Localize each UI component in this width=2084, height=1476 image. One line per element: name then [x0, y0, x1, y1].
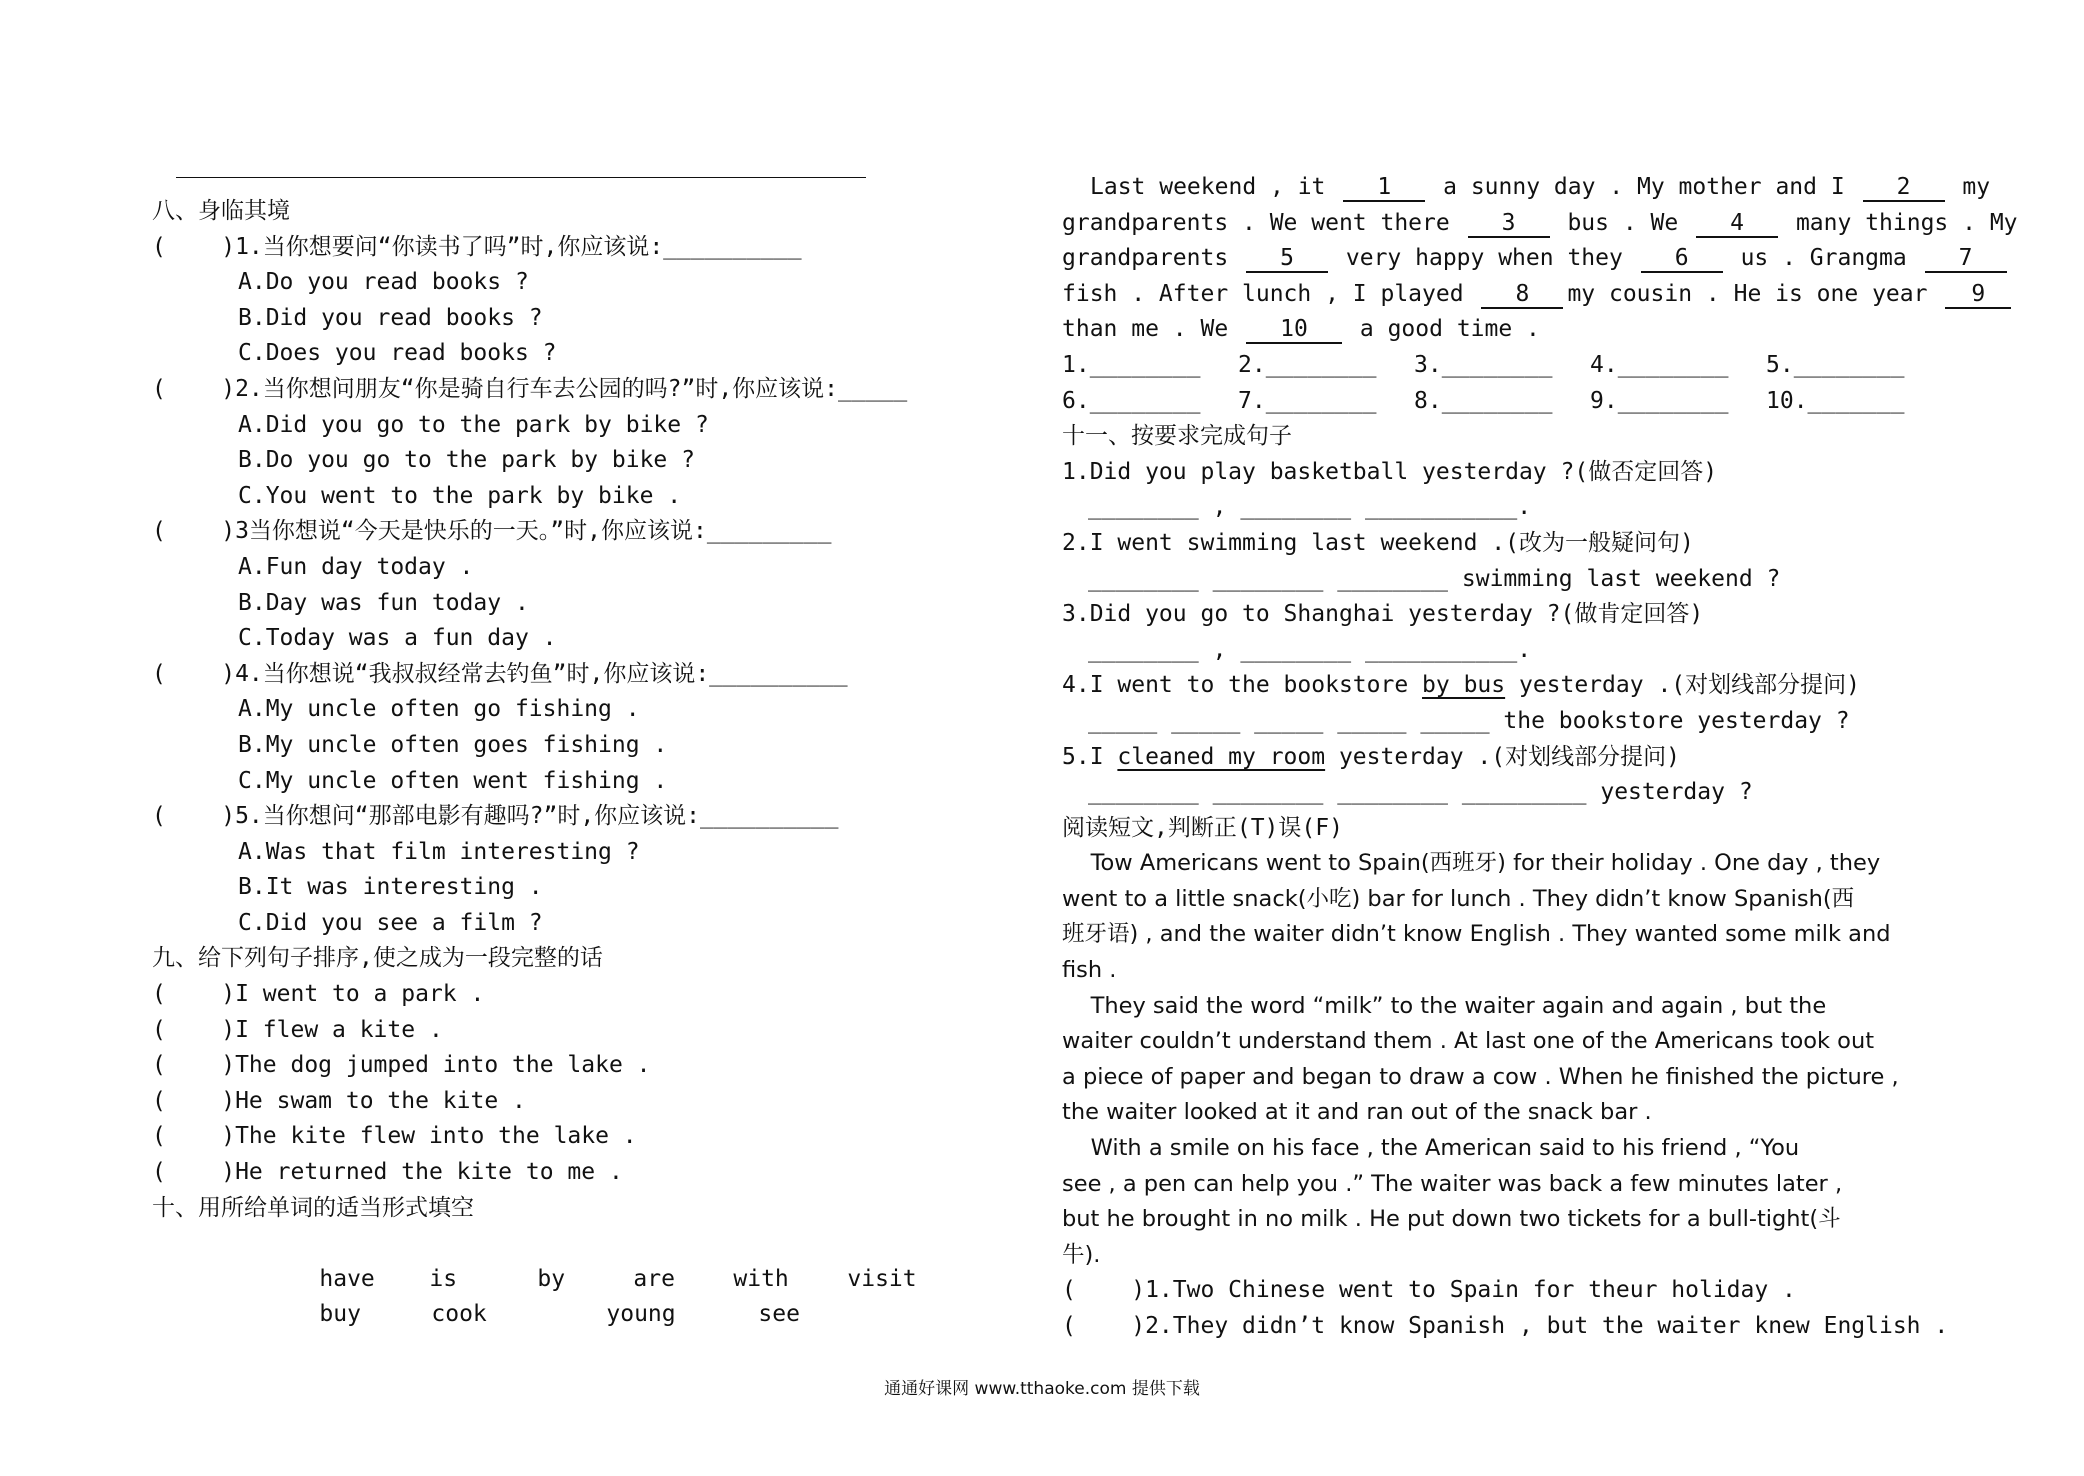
- blank-2[interactable]: 2: [1863, 174, 1945, 202]
- right-column: [1062, 150, 2018, 1345]
- option: B.Did you read books ?: [238, 304, 543, 331]
- task-3: 3.Did you go to Shanghai yesterday ?(做肯定回答): [1062, 601, 1704, 628]
- blank-10[interactable]: 10: [1246, 316, 1342, 344]
- word: are: [633, 1265, 675, 1292]
- answer-slot[interactable]: 4.________: [1590, 351, 1729, 378]
- order-item: ( )I went to a park .: [152, 981, 485, 1008]
- word: cook: [431, 1301, 487, 1328]
- reading-line: the waiter looked at it and ran out of the snack bar .: [1062, 1099, 1652, 1126]
- word: is: [429, 1265, 458, 1292]
- answer-row-2: [1062, 384, 1962, 420]
- answer-row-1: [1062, 348, 1962, 384]
- blank-1[interactable]: 1: [1343, 174, 1425, 202]
- task-5: 5.I cleaned my room yesterday .(对划线部分提问): [1062, 743, 1680, 770]
- left-column: [152, 150, 1072, 1328]
- answer-slot[interactable]: 3.________: [1414, 351, 1553, 378]
- spacer: [152, 150, 1072, 194]
- reading-line: a piece of paper and began to draw a cow . When he finished the picture ,: [1062, 1063, 1899, 1090]
- task-2: 2.I went swimming last weekend .(改为一般疑问句): [1062, 529, 1694, 556]
- reading-line: 牛).: [1062, 1241, 1101, 1268]
- word: by: [537, 1265, 566, 1292]
- answer-slot[interactable]: 10._______: [1766, 387, 1905, 414]
- cloze-line-1: Last weekend , it 1 a sunny day . My mother and I 2 my: [1090, 174, 1991, 200]
- reading-line: Tow Americans went to Spain(西班牙) for their holiday . One day , they: [1062, 850, 1881, 877]
- option: A.Was that film interesting ?: [238, 838, 640, 865]
- order-item: ( )He returned the kite to me .: [152, 1159, 623, 1186]
- word: with: [733, 1265, 789, 1292]
- order-item: ( )He swam to the kite .: [152, 1087, 526, 1114]
- blank-4[interactable]: 4: [1696, 210, 1778, 238]
- option: B.Do you go to the park by bike ?: [238, 447, 695, 474]
- answer-slot[interactable]: 8.________: [1414, 387, 1553, 414]
- answer-slot[interactable]: 2.________: [1238, 351, 1377, 378]
- question-4: ( )4.当你想说“我叔叔经常去钓鱼”时,你应该说:__________: [152, 660, 848, 687]
- answer-slot[interactable]: 1.________: [1062, 351, 1201, 378]
- word: visit: [847, 1265, 917, 1292]
- answer-slot[interactable]: 7.________: [1238, 387, 1377, 414]
- cloze-line-4: fish . After lunch , I played 8 my cousin . He is one year 9: [1062, 277, 1962, 313]
- word: see: [758, 1301, 800, 1328]
- section-10-title: 十、用所给单词的适当形式填空: [152, 1194, 474, 1221]
- option: B.It was interesting .: [238, 874, 543, 901]
- task-1: 1.Did you play basketball yesterday ?(做否定回答): [1062, 458, 1718, 485]
- order-item: ( )The dog jumped into the lake .: [152, 1052, 651, 1079]
- cloze-line-5: than me . We 10 a good time .: [1062, 316, 1540, 343]
- order-item: ( )I flew a kite .: [152, 1016, 443, 1043]
- reading-line: fish .: [1062, 957, 1117, 984]
- order-item: ( )The kite flew into the lake .: [152, 1123, 637, 1150]
- task-4: 4.I went to the bookstore by bus yesterday .(对划线部分提问): [1062, 672, 1860, 699]
- reading-line: 班牙语) , and the waiter didn’t know English . They wanted some milk and: [1062, 921, 1891, 948]
- page-footer: 通通好课网 www.tthaoke.com 提供下载: [884, 1379, 1200, 1399]
- option: A.Do you read books ?: [238, 269, 529, 296]
- word: have: [319, 1265, 375, 1292]
- task-4-answer[interactable]: _____ _____ _____ _____ _____ the bookstore yesterday ?: [1088, 707, 1850, 734]
- word: young: [606, 1301, 676, 1328]
- option: B.Day was fun today .: [238, 589, 529, 616]
- section-9-title: 九、给下列句子排序,使之成为一段完整的话: [152, 945, 603, 972]
- option: C.Today was a fun day .: [238, 625, 557, 652]
- cloze-line-2: grandparents . We went there 3 bus . We 4 many things . My: [1062, 209, 2018, 236]
- section-8-title: 八、身临其境: [152, 198, 290, 224]
- section-11-title: 十一、按要求完成句子: [1062, 423, 1292, 450]
- word: buy: [319, 1301, 361, 1328]
- answer-slot[interactable]: 9.________: [1590, 387, 1729, 414]
- underlined-phrase: cleaned my room: [1117, 743, 1326, 770]
- option: A.My uncle often go fishing .: [238, 696, 640, 723]
- question-3: ( )3当你想说“今天是快乐的一天。”时,你应该说:_________: [152, 518, 832, 545]
- task-2-answer[interactable]: ________ ________ ________ swimming last weekend ?: [1088, 565, 1781, 592]
- option: A.Did you go to the park by bike ?: [238, 411, 709, 438]
- blank-9[interactable]: 9: [1945, 281, 2011, 309]
- answer-slot[interactable]: 5.________: [1766, 351, 1905, 378]
- question-2: ( )2.当你想问朋友“你是骑自行车去公园的吗?”时,你应该说:_____: [152, 375, 908, 402]
- task-5-answer[interactable]: ________ ________ ________ _________ yesterday ?: [1088, 779, 1753, 806]
- blank-8[interactable]: 8: [1481, 281, 1563, 309]
- option: A.Fun day today .: [238, 553, 474, 580]
- reading-line: see , a pen can help you .” The waiter was back a few minutes later ,: [1062, 1170, 1843, 1197]
- cloze-line-3: grandparents 5 very happy when they 6 us . Grangma 7: [1062, 241, 1962, 277]
- option: C.Did you see a film ?: [238, 909, 543, 936]
- option: B.My uncle often goes fishing .: [238, 731, 668, 758]
- tf-question-2: ( )2.They didn’t know Spanish , but the waiter knew English .: [1062, 1313, 1949, 1339]
- reading-line: With a smile on his face , the American said to his friend , “You: [1062, 1135, 1800, 1162]
- reading-line: They said the word “milk” to the waiter again and again , but the: [1062, 992, 1827, 1019]
- reading-line: waiter couldn’t understand them . At last one of the Americans took out: [1062, 1028, 1875, 1055]
- reading-line: went to a little snack(小吃) bar for lunch . They didn’t know Spanish(西: [1062, 885, 1855, 912]
- option: C.You went to the park by bike .: [238, 482, 682, 509]
- blank-5[interactable]: 5: [1246, 245, 1328, 273]
- underlined-phrase: by bus: [1422, 672, 1506, 699]
- option: C.Does you read books ?: [238, 340, 557, 367]
- tf-question-1: ( )1.Two Chinese went to Spain for theur holiday .: [1062, 1277, 1796, 1304]
- option: C.My uncle often went fishing .: [238, 767, 668, 794]
- question-1: ( )1.当你想要问“你读书了吗”时,你应该说:__________: [152, 233, 802, 260]
- blank-6[interactable]: 6: [1641, 245, 1723, 273]
- reading-title: 阅读短文,判断正(T)误(F): [1062, 814, 1343, 841]
- question-5: ( )5.当你想问“那部电影有趣吗?”时,你应该说:__________: [152, 803, 839, 830]
- blank-7[interactable]: 7: [1925, 245, 2007, 273]
- blank-3[interactable]: 3: [1468, 210, 1550, 238]
- task-3-answer[interactable]: ________ , ________ ___________.: [1088, 636, 1532, 663]
- task-1-answer[interactable]: ________ , ________ ___________.: [1088, 494, 1532, 521]
- answer-slot[interactable]: 6.________: [1062, 387, 1201, 414]
- word-bank-row-1: [152, 1226, 1072, 1292]
- reading-line: but he brought in no milk . He put down two tickets for a bull-tight(斗: [1062, 1206, 1841, 1233]
- spacer: [1062, 150, 1962, 170]
